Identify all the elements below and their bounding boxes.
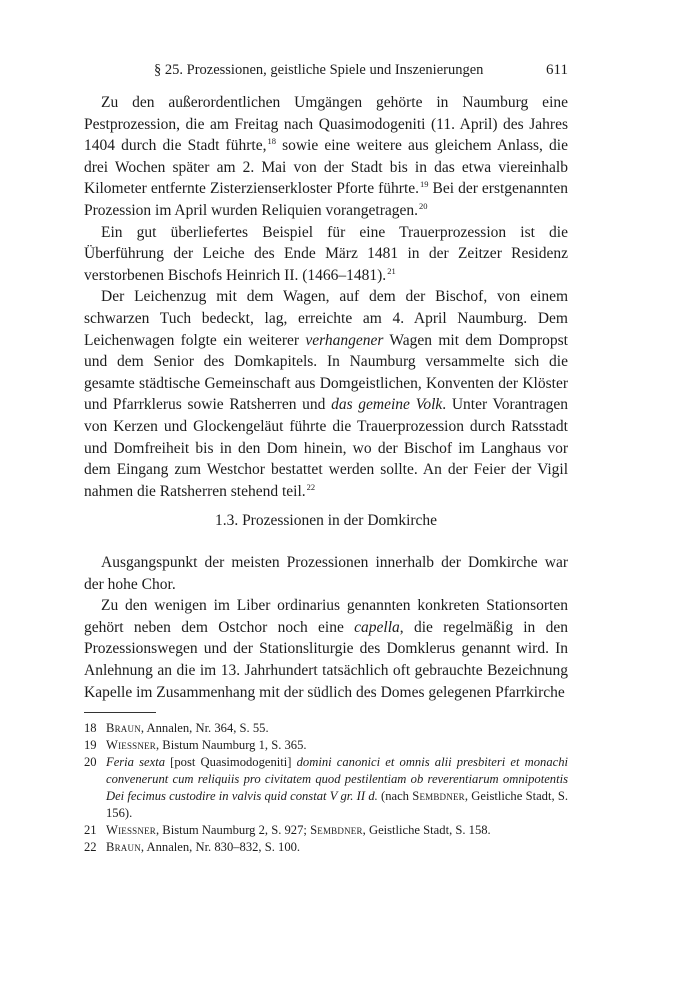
text-run: Zu den außerordentlichen Umgängen gehörte in Naumburg eine Pestprozession, die am Freitag nach Quasimodogeniti (11. April) des Jahres 1404 durch die Stadt führte, <box>84 94 568 155</box>
footnote-18 <box>84 720 568 737</box>
footnote-21 <box>84 822 568 839</box>
footnote-number: 22 <box>84 840 97 854</box>
footnote-number: 18 <box>84 721 97 735</box>
footnote-number: 21 <box>84 823 97 837</box>
body-text <box>84 92 568 502</box>
author-name: Sembdner <box>412 789 465 803</box>
running-title: § 25. Prozessionen, geistliche Spiele und Inszenierungen <box>154 62 484 78</box>
italic-term: das gemeine Volk <box>331 396 443 414</box>
italic-term: capella <box>354 618 400 636</box>
text-run: Wagen mit dem Dompropst und dem Senior des Domkapitels. In Naumburg versammelte sich die gesamte städtische Gemeinschaft aus Domgeistlichen, Konventen der Klöster und Pfarrklerus sowie Ratsherren und <box>84 331 568 414</box>
text-run: (nach <box>377 789 413 803</box>
text-run: . Unter Vorantragen von Kerzen und Glockengeläut führte die Trauerprozession durch Ratsstadt und Domfreiheit bis in den Dom hinein, wo der Bischof im Langhaus vor dem Eingang zum Westchor bestattet werden sollte. An der Feier der Vigil nahmen die Ratsherren stehend teil. <box>84 396 568 500</box>
author-name: Wiessner <box>106 823 156 837</box>
footnote-ref-22[interactable]: 22 <box>306 481 316 492</box>
text-run: , die regelmäßig in den Prozessionswegen und der Stationsliturgie des Domklerus genannt wird. In Anlehnung an die im 13. Jahrhundert tatsächlich oft gebrauchte Bezeichnung Kapelle im Zusammenhang mit der südlich des Domes gelegenen Pfarrkirche <box>84 618 569 701</box>
footnote-22 <box>84 839 568 856</box>
author-name: Sembdner <box>310 823 363 837</box>
footnote-text <box>106 720 568 737</box>
paragraph-pestprozession <box>84 92 568 222</box>
text-run: , Geistliche Stadt, S. 158. <box>362 823 491 837</box>
text-run: , Bistum Naumburg 1, S. 365. <box>156 738 307 752</box>
italic-text: domini canonici et omnis alii presbiteri et monachi convenerunt cum reliquiis pro civitatem quod pestilentiam ob reverentiarum omnipotentis Dei fecimus custodire in valvis quid constat V gr. II d. <box>106 755 568 803</box>
section-heading: 1.3. Prozessionen in der Domkirche <box>214 512 438 529</box>
footnote-20 <box>84 754 568 822</box>
footnote-text <box>106 839 568 856</box>
italic-text: Feria sexta <box>106 755 166 769</box>
footnote-text <box>106 754 568 822</box>
paragraph-stationsorte <box>84 595 568 703</box>
author-name: Braun <box>106 721 141 735</box>
text-run: , Annalen, Nr. 364, S. 55. <box>140 721 269 735</box>
paragraph-trauerprozession <box>84 222 568 287</box>
text-run: , Geistliche Stadt, S. 156). <box>106 789 569 820</box>
text-run: , Bistum Naumburg 2, S. 927; <box>156 823 311 837</box>
footnote-ref-18[interactable]: 18 <box>267 136 276 147</box>
text-run: [post Quasimodogeniti] <box>165 755 297 769</box>
page-number: 611 <box>546 62 568 78</box>
text-run: sowie eine weitere aus gleichem Anlass, die drei Wochen später am 2. Mai von der Stadt bis in das etwa viereinhalb Kilometer entfernte Zisterzienserkloster Pforte führte. <box>84 137 568 198</box>
text-run: , Annalen, Nr. 830–832, S. 100. <box>140 840 301 854</box>
footnote-separator <box>84 712 156 713</box>
footnote-text <box>106 822 568 839</box>
section-body-text <box>84 552 568 703</box>
author-name: Wiessner <box>106 738 156 752</box>
text-run: Ein gut überliefertes Beispiel für eine Trauerprozession ist die Überführung der Leiche des Ende März 1481 in der Zeitzer Residenz verstorbenen Bischofs Heinrich II. (1466–1481). <box>84 223 568 284</box>
author-name: Braun <box>106 840 141 854</box>
text-run: Bei der erstgenannten Prozession im April wurden Reliquien vorangetragen. <box>84 180 568 219</box>
footnote-19 <box>84 737 568 754</box>
footnote-text <box>106 737 568 754</box>
footnotes <box>84 720 568 856</box>
footnote-ref-21[interactable]: 21 <box>387 265 396 276</box>
footnote-number: 20 <box>84 755 97 769</box>
text-run: Der Leichenzug mit dem Wagen, auf dem der Bischof, von einem schwarzen Tuch bedeckt, lag, erreichte am 4. April Naumburg. Dem Leichenwagen folgte ein weiterer <box>84 288 568 349</box>
footnote-number: 19 <box>84 738 97 752</box>
footnote-ref-20[interactable]: 20 <box>419 200 428 211</box>
paragraph-leichenzug <box>84 286 568 502</box>
italic-term: verhangener <box>305 331 384 349</box>
footnote-ref-19[interactable]: 19 <box>420 179 429 190</box>
text-run: Zu den wenigen im Liber ordinarius genannten konkreten Stationsorten gehört neben dem Ostchor noch eine <box>84 597 568 636</box>
paragraph-ausgangspunkt: Ausgangspunkt der meisten Prozessionen innerhalb der Domkirche war der hohe Chor. <box>84 554 568 593</box>
